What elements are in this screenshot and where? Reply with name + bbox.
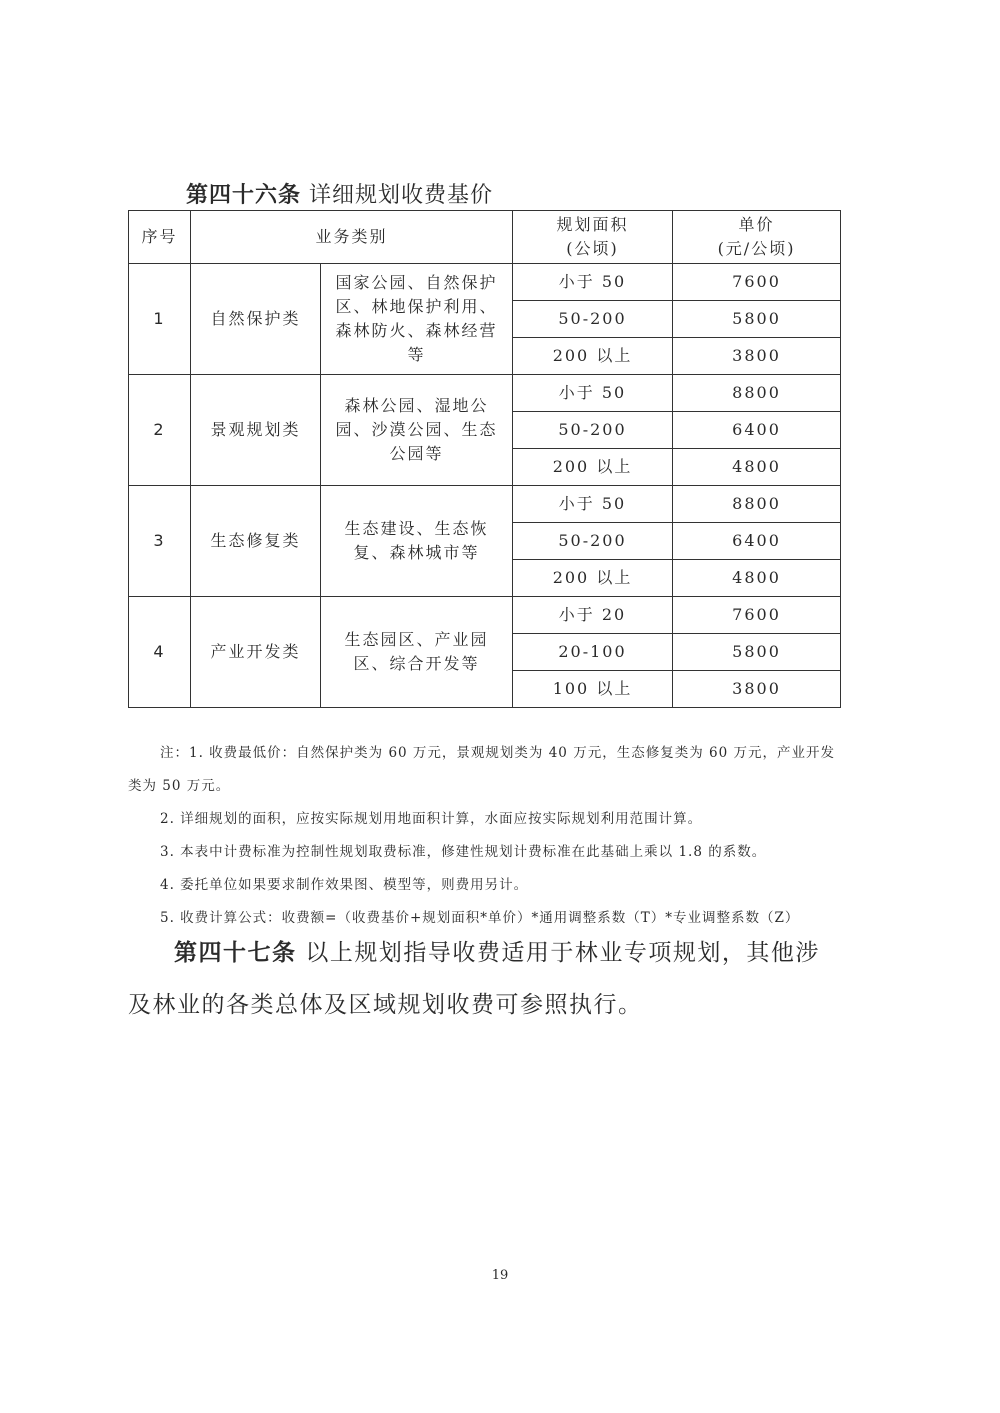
note-2: 2. 详细规划的面积，应按实际规划用地面积计算，水面应按实际规划利用范围计算。 — [160, 811, 703, 827]
cell-price: 5800 — [673, 301, 841, 338]
page-number: 19 — [491, 1268, 509, 1283]
fee-table — [128, 210, 841, 708]
table-row — [129, 264, 841, 301]
cell-area: 20-100 — [513, 634, 673, 671]
cell-price: 3800 — [673, 338, 841, 375]
article-46-label: 第四十六条 — [186, 182, 302, 208]
cell-seq: 1 — [129, 264, 191, 375]
header-price: 单价 (元/公顷) — [673, 211, 841, 264]
cell-category-name: 景观规划类 — [191, 375, 321, 486]
cell-area: 小于 50 — [513, 264, 673, 301]
cell-category-desc: 生态建设、生态恢复、森林城市等 — [321, 486, 513, 597]
cell-price: 8800 — [673, 486, 841, 523]
cell-price: 4800 — [673, 449, 841, 486]
cell-area: 50-200 — [513, 523, 673, 560]
cell-area: 200 以上 — [513, 338, 673, 375]
table-row — [129, 486, 841, 523]
header-category: 业务类别 — [191, 211, 513, 264]
cell-area: 50-200 — [513, 301, 673, 338]
notes — [128, 737, 840, 935]
article-47-label: 第四十七条 — [174, 939, 297, 966]
cell-price: 4800 — [673, 560, 841, 597]
cell-category-name: 产业开发类 — [191, 597, 321, 708]
cell-category-name: 自然保护类 — [191, 264, 321, 375]
cell-area: 小于 20 — [513, 597, 673, 634]
cell-category-desc: 森林公园、湿地公园、沙漠公园、生态公园等 — [321, 375, 513, 486]
article-46-title: 详细规划收费基价 — [309, 183, 494, 208]
header-area: 规划面积 (公顷) — [513, 211, 673, 264]
article-46-heading — [186, 178, 493, 209]
table-row — [129, 375, 841, 412]
cell-seq: 2 — [129, 375, 191, 486]
cell-area: 小于 50 — [513, 486, 673, 523]
cell-seq: 3 — [129, 486, 191, 597]
article-47-text: 以上规划指导收费适用于林业专项规划，其他涉及林业的各类总体及区域规划收费可参照执行。 — [128, 940, 820, 1018]
cell-seq: 4 — [129, 597, 191, 708]
note-1: 注：1. 收费最低价：自然保护类为 60 万元，景观规划类为 40 万元，生态修复类为 60 万元，产业开发类为 50 万元。 — [128, 745, 835, 794]
cell-price: 6400 — [673, 523, 841, 560]
header-seq: 序号 — [129, 211, 191, 264]
cell-category-desc: 国家公园、自然保护区、林地保护利用、森林防火、森林经营等 — [321, 264, 513, 375]
cell-category-name: 生态修复类 — [191, 486, 321, 597]
note-3: 3. 本表中计费标准为控制性规划取费标准，修建性规划计费标准在此基础上乘以 1.8 的系数。 — [160, 844, 767, 860]
cell-area: 小于 50 — [513, 375, 673, 412]
cell-price: 7600 — [673, 264, 841, 301]
cell-price: 5800 — [673, 634, 841, 671]
cell-area: 200 以上 — [513, 449, 673, 486]
cell-category-desc: 生态园区、产业园区、综合开发等 — [321, 597, 513, 708]
cell-price: 7600 — [673, 597, 841, 634]
cell-price: 8800 — [673, 375, 841, 412]
article-47-paragraph — [128, 927, 840, 1031]
note-4: 4. 委托单位如果要求制作效果图、模型等，则费用另计。 — [160, 877, 529, 893]
table-header-row — [129, 211, 841, 264]
cell-area: 50-200 — [513, 412, 673, 449]
cell-area: 100 以上 — [513, 671, 673, 708]
cell-area: 200 以上 — [513, 560, 673, 597]
cell-price: 6400 — [673, 412, 841, 449]
cell-price: 3800 — [673, 671, 841, 708]
note-5: 5. 收费计算公式：收费额=（收费基价+规划面积*单价）*通用调整系数（T）*专业调整系数（Z） — [160, 910, 800, 926]
table-row — [129, 597, 841, 634]
